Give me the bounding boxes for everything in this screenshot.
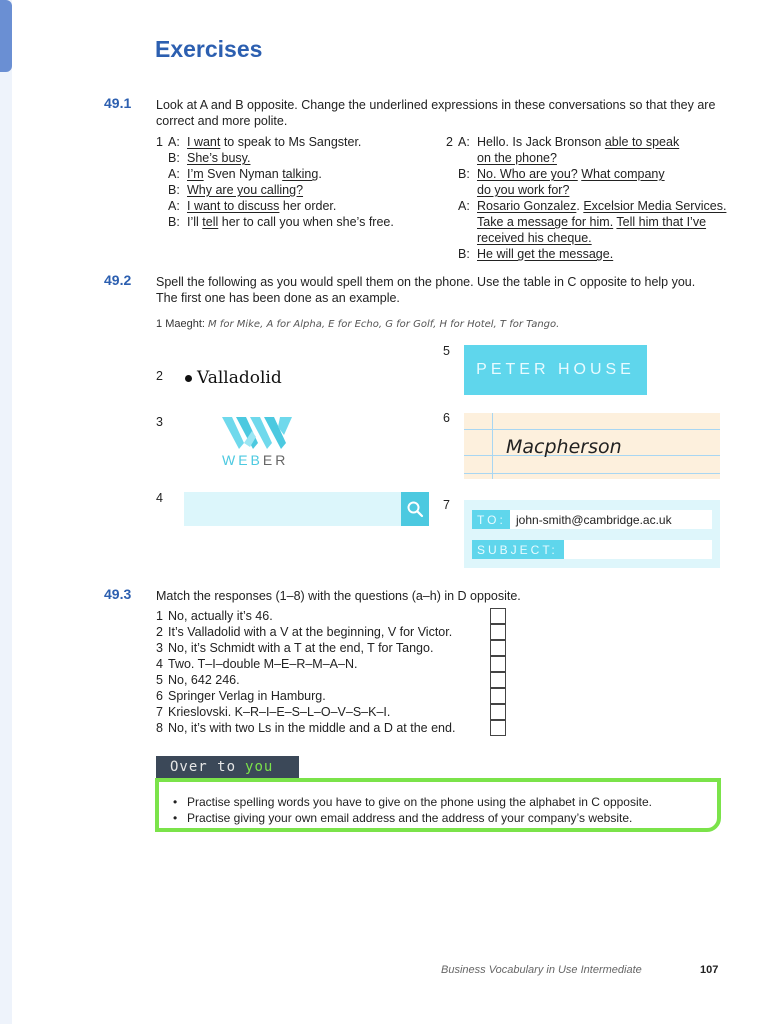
over-to-you-bullet: • Practise giving your own email address and the address of your company’s website. bbox=[173, 811, 633, 825]
response-item bbox=[156, 672, 455, 688]
answer-box[interactable] bbox=[490, 640, 506, 656]
conversation-number bbox=[446, 230, 458, 246]
plain-text: Hello. Is Jack Bronson bbox=[477, 135, 605, 149]
conversation-number bbox=[156, 182, 168, 198]
conversation-line bbox=[446, 182, 726, 198]
speaker-label bbox=[458, 214, 477, 230]
plain-text: . bbox=[318, 167, 322, 181]
conversation-1 bbox=[156, 134, 394, 230]
item-number-7: 7 bbox=[443, 498, 450, 512]
underlined-expression: able to speak bbox=[604, 135, 680, 149]
conversation-text bbox=[477, 198, 726, 214]
response-item bbox=[156, 704, 455, 720]
conversation-text bbox=[477, 214, 706, 230]
underlined-expression: I want bbox=[187, 135, 221, 149]
email-to-label: TO: bbox=[472, 510, 510, 529]
conversation-line bbox=[446, 230, 726, 246]
underlined-expression: I want to discuss bbox=[187, 199, 280, 213]
response-number: 3 bbox=[156, 641, 163, 655]
conversation-number bbox=[156, 214, 168, 230]
speaker-label bbox=[458, 230, 477, 246]
conversation-number bbox=[156, 198, 168, 214]
conversation-text bbox=[477, 182, 569, 198]
conversation-text bbox=[187, 214, 394, 230]
notepad-image bbox=[464, 413, 720, 479]
over-to-you-tab bbox=[156, 756, 299, 778]
valladolid-text: Valladolid bbox=[197, 368, 282, 388]
page-title: Exercises bbox=[155, 36, 263, 62]
notepad-margin bbox=[492, 413, 493, 479]
conversation-text bbox=[477, 230, 592, 246]
response-item bbox=[156, 720, 455, 736]
notepad-rule bbox=[464, 429, 720, 430]
item-number-6: 6 bbox=[443, 411, 450, 425]
underlined-expression: Rosario Gonzalez bbox=[477, 199, 577, 213]
footer-book-title: Business Vocabulary in Use Intermediate bbox=[441, 964, 642, 976]
conversation-text bbox=[187, 198, 336, 214]
conversation-text bbox=[187, 134, 361, 150]
underlined-expression: Take a message for him. bbox=[477, 215, 614, 229]
speaker-label: A: bbox=[458, 199, 470, 213]
conversation-line bbox=[446, 214, 726, 230]
answer-boxes bbox=[490, 608, 506, 736]
conversation-number bbox=[446, 198, 458, 214]
conversation-line bbox=[446, 198, 726, 214]
exercise-instruction-49-2: Spell the following as you would spell them on the phone. Use the table in C opposite to help you. The first one has been done as an example. bbox=[156, 275, 696, 305]
response-number: 7 bbox=[156, 705, 163, 719]
underlined-expression: received his cheque. bbox=[477, 231, 592, 245]
response-item bbox=[156, 656, 455, 672]
peter-house-text: PETER HOUSE bbox=[476, 361, 635, 378]
exercise-number-49-1: 49.1 bbox=[104, 95, 132, 111]
search-icon bbox=[406, 500, 424, 518]
response-text: No, actually it’s 46. bbox=[168, 609, 273, 623]
underlined-expression: talking bbox=[282, 167, 319, 181]
bullet-text: Practise giving your own email address and the address of your company’s website. bbox=[187, 811, 633, 825]
footer-page-number: 107 bbox=[700, 964, 719, 976]
conversation-number bbox=[446, 246, 458, 262]
email-to-row bbox=[472, 510, 712, 529]
answer-box[interactable] bbox=[490, 624, 506, 640]
response-list bbox=[156, 608, 455, 736]
conversation-text bbox=[477, 246, 613, 262]
conversation-number bbox=[156, 166, 168, 182]
conversation-text bbox=[187, 166, 322, 182]
exercise-instruction-49-1: Look at A and B opposite. Change the underlined expressions in these conversations so that they are correct and more polite. bbox=[156, 98, 716, 128]
page-side-bar bbox=[0, 0, 12, 1024]
plain-text: . bbox=[576, 199, 584, 213]
weber-text-end: ER bbox=[262, 452, 289, 468]
example-answer bbox=[156, 318, 559, 330]
speaker-label: B: bbox=[458, 167, 470, 181]
email-subject-row bbox=[472, 540, 712, 559]
weber-logo-text bbox=[222, 452, 288, 468]
exercise-instruction-49-3: Match the responses (1–8) with the questions (a–h) in D opposite. bbox=[156, 589, 521, 603]
item-number-2: 2 bbox=[156, 369, 163, 383]
underlined-expression: Tell him that I’ve bbox=[616, 215, 707, 229]
exercise-number-49-2: 49.2 bbox=[104, 272, 132, 288]
speaker-label: B: bbox=[168, 215, 180, 229]
conversation-line bbox=[156, 134, 394, 150]
conversation-number bbox=[446, 150, 458, 166]
conversation-text bbox=[477, 150, 557, 166]
conversation-line bbox=[446, 166, 726, 182]
conversation-text bbox=[187, 150, 250, 166]
response-text: No, it’s with two Ls in the middle and a D at the end. bbox=[168, 721, 456, 735]
conversation-number bbox=[446, 182, 458, 198]
answer-box[interactable] bbox=[490, 656, 506, 672]
response-number: 8 bbox=[156, 721, 163, 735]
speaker-label: A: bbox=[458, 135, 470, 149]
conversation-line bbox=[156, 198, 394, 214]
conversation-line bbox=[156, 166, 394, 182]
page-side-tab bbox=[0, 0, 12, 72]
speaker-label: A: bbox=[168, 135, 180, 149]
peter-house-sign bbox=[464, 345, 647, 395]
response-text: Springer Verlag in Hamburg. bbox=[168, 689, 326, 703]
response-number: 1 bbox=[156, 609, 163, 623]
example-number: 1 bbox=[156, 318, 163, 330]
response-number: 2 bbox=[156, 625, 163, 639]
underlined-expression: He will get the message. bbox=[477, 247, 614, 261]
macpherson-handwriting: Macpherson bbox=[506, 436, 622, 458]
over-to-you-bullet: • Practise spelling words you have to give on the phone using the alphabet in C opposite. bbox=[173, 795, 652, 809]
conversation-number: 2 bbox=[446, 135, 453, 149]
plain-text: Sven Nyman bbox=[203, 167, 283, 181]
underlined-expression: tell bbox=[202, 215, 219, 229]
conversation-line bbox=[156, 150, 394, 166]
response-text: Krieslovski. K–R–I–E–S–L–O–V–S–K–I. bbox=[168, 705, 391, 719]
email-form-image bbox=[464, 500, 720, 568]
speaker-label bbox=[458, 150, 477, 166]
conversation-number bbox=[156, 150, 168, 166]
speaker-label: B: bbox=[458, 247, 470, 261]
response-number: 4 bbox=[156, 657, 163, 671]
over-to-you-label: Over to bbox=[170, 759, 237, 775]
answer-box[interactable] bbox=[490, 608, 506, 624]
bullet-text: Practise spelling words you have to give on the phone using the alphabet in C opposite. bbox=[187, 795, 652, 809]
plain-text: I’ll bbox=[187, 215, 203, 229]
conversation-number bbox=[446, 214, 458, 230]
response-item bbox=[156, 688, 455, 704]
conversation-line bbox=[446, 150, 726, 166]
conversation-number bbox=[446, 166, 458, 182]
search-button bbox=[401, 492, 429, 526]
response-number: 6 bbox=[156, 689, 163, 703]
item-number-5: 5 bbox=[443, 344, 450, 358]
conversation-line bbox=[446, 134, 726, 150]
weber-text-main: WEB bbox=[222, 452, 263, 468]
response-text: It’s Valladolid with a V at the beginning, V for Victor. bbox=[168, 625, 453, 639]
speaker-label: B: bbox=[168, 183, 180, 197]
answer-box[interactable] bbox=[490, 672, 506, 688]
underlined-expression: Excelsior Media Services. bbox=[583, 199, 727, 213]
exercise-number-49-3: 49.3 bbox=[104, 586, 132, 602]
underlined-expression: Why are you calling? bbox=[187, 183, 304, 197]
conversation-line bbox=[156, 214, 394, 230]
conversation-text bbox=[477, 166, 665, 182]
example-handwritten-answer: M for Mike, A for Alpha, E for Echo, G for Golf, H for Hotel, T for Tango. bbox=[208, 319, 560, 330]
example-word: Maeght: bbox=[165, 318, 205, 330]
response-number: 5 bbox=[156, 673, 163, 687]
conversation-line bbox=[446, 246, 726, 262]
underlined-expression: She’s busy. bbox=[187, 151, 251, 165]
item-number-4: 4 bbox=[156, 491, 163, 505]
underlined-expression: on the phone? bbox=[477, 151, 557, 165]
over-to-you-box bbox=[155, 778, 721, 832]
search-bar-image bbox=[184, 492, 429, 526]
underlined-expression: What company bbox=[581, 167, 665, 181]
answer-box[interactable] bbox=[490, 720, 506, 736]
email-subject-label: SUBJECT: bbox=[472, 540, 564, 559]
response-text: Two. T–I–double M–E–R–M–A–N. bbox=[168, 657, 358, 671]
valladolid-sign bbox=[185, 368, 282, 388]
underlined-expression: do you work for? bbox=[477, 183, 570, 197]
conversation-text bbox=[187, 182, 303, 198]
conversation-2 bbox=[446, 134, 726, 262]
item-number-3: 3 bbox=[156, 415, 163, 429]
email-subject-field bbox=[564, 540, 712, 559]
response-text: No, 642 246. bbox=[168, 673, 240, 687]
response-item bbox=[156, 640, 455, 656]
conversation-text bbox=[477, 134, 679, 150]
conversation-line bbox=[156, 182, 394, 198]
location-dot-icon bbox=[185, 375, 192, 382]
speaker-label: A: bbox=[168, 167, 180, 181]
answer-box[interactable] bbox=[490, 688, 506, 704]
plain-text: her to call you when she’s free. bbox=[218, 215, 394, 229]
email-to-field: john-smith@cambridge.ac.uk bbox=[510, 510, 712, 529]
speaker-label: B: bbox=[168, 151, 180, 165]
plain-text: her order. bbox=[279, 199, 337, 213]
conversation-number: 1 bbox=[156, 135, 163, 149]
plain-text: to speak to Ms Sangster. bbox=[220, 135, 362, 149]
response-item bbox=[156, 608, 455, 624]
speaker-label: A: bbox=[168, 199, 180, 213]
response-text: No, it’s Schmidt with a T at the end, T for Tango. bbox=[168, 641, 434, 655]
speaker-label bbox=[458, 182, 477, 198]
over-to-you-highlight: you bbox=[245, 759, 274, 775]
response-item bbox=[156, 624, 455, 640]
underlined-expression: I’m bbox=[187, 167, 204, 181]
notepad-rule bbox=[464, 473, 720, 474]
underlined-expression: No. Who are you? bbox=[477, 167, 578, 181]
answer-box[interactable] bbox=[490, 704, 506, 720]
